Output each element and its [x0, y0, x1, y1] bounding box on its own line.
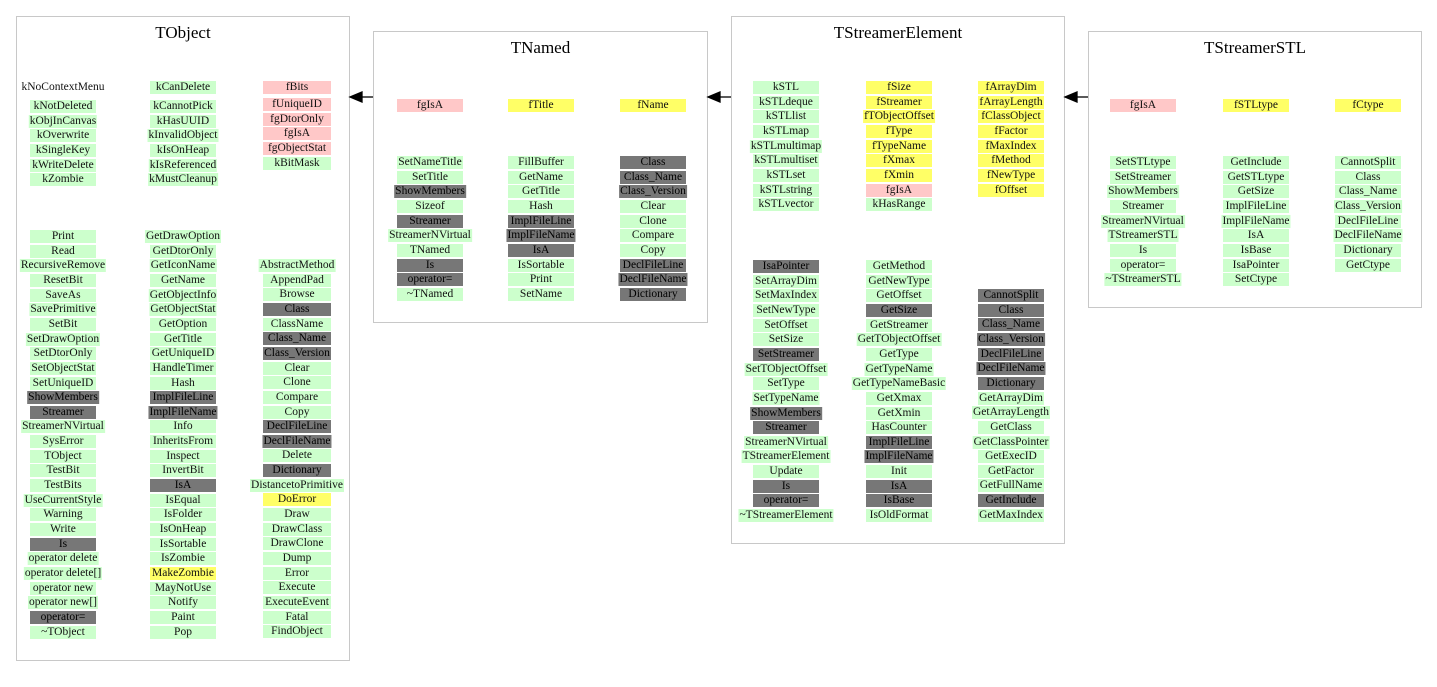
class-member: kBitMask — [263, 157, 331, 170]
class-member: CannotSplit — [978, 289, 1044, 302]
class-member: GetExecID — [978, 450, 1044, 463]
class-member: kHasUUID — [150, 115, 216, 128]
class-member: GetMethod — [866, 260, 932, 273]
class-member: fName — [620, 99, 686, 112]
class-member: kSTLmultiset — [754, 154, 818, 167]
class-member: fgDtorOnly — [263, 113, 331, 126]
class-member: TestBit — [30, 464, 96, 477]
class-member: ~TObject — [30, 626, 96, 639]
class-member: Clone — [263, 376, 331, 389]
arrow-head-tnamed — [708, 92, 720, 102]
class-member: SetUniqueID — [30, 377, 96, 390]
class-member: kObjInCanvas — [29, 114, 97, 127]
class-member: InheritsFrom — [150, 435, 216, 448]
class-member: IsaPointer — [1223, 259, 1289, 272]
class-member: Print — [508, 273, 574, 286]
class-member: GetSTLtype — [1223, 171, 1289, 184]
class-member: fgIsA — [866, 184, 932, 197]
class-member: ImplFileName — [149, 405, 217, 418]
class-member: StreamerNVirtual — [389, 229, 471, 242]
class-member: Hash — [508, 200, 574, 213]
class-member: GetArrayLength — [973, 406, 1049, 419]
class-member: MakeZombie — [150, 567, 216, 580]
class-member: GetSize — [866, 304, 932, 317]
class-member: DeclFileName — [619, 273, 687, 286]
class-member: kSTLdeque — [753, 96, 819, 109]
class-member: UseCurrentStyle — [24, 493, 102, 506]
class-member: Class_Name — [263, 332, 331, 345]
class-member: IsA — [866, 480, 932, 493]
class-member: SetSTLtype — [1110, 156, 1176, 169]
class-member: Dictionary — [978, 377, 1044, 390]
class-member: ExecuteEvent — [263, 596, 331, 609]
class-member: kNotDeleted — [30, 100, 96, 113]
class-member: Info — [150, 420, 216, 433]
class-member: StreamerNVirtual — [745, 435, 827, 448]
class-member: Dictionary — [1335, 244, 1401, 257]
class-member: SaveAs — [30, 289, 96, 302]
class-member: TObject — [30, 450, 96, 463]
class-member: GetTitle — [508, 185, 574, 198]
class-member: SetSize — [753, 333, 819, 346]
class-member: GetArrayDim — [979, 391, 1043, 404]
class-member: Streamer — [397, 215, 463, 228]
class-member: Class_Version — [264, 346, 330, 359]
class-member: kInvalidObject — [148, 129, 218, 142]
class-member: ShowMembers — [395, 185, 465, 198]
class-member: Read — [30, 245, 96, 258]
class-member: GetUniqueID — [151, 347, 215, 360]
class-member: SetCtype — [1223, 273, 1289, 286]
class-member: IsSortable — [508, 259, 574, 272]
class-member: fFactor — [978, 125, 1044, 138]
class-member: Is — [30, 538, 96, 551]
class-member: Dictionary — [263, 464, 331, 477]
class-member: StreamerNVirtual — [1102, 214, 1184, 227]
class-member: SetTObjectOffset — [745, 362, 827, 375]
class-member: GetTypeNameBasic — [852, 377, 946, 390]
class-member: Is — [753, 480, 819, 493]
class-member: TestBits — [30, 479, 96, 492]
class-member: GetTObjectOffset — [857, 333, 941, 346]
class-member: SetDtorOnly — [30, 347, 96, 360]
class-member: SetBit — [30, 318, 96, 331]
class-member: Streamer — [1110, 200, 1176, 213]
class-member: Pop — [150, 626, 216, 639]
class-member: Streamer — [753, 421, 819, 434]
class-member: kIsReferenced — [149, 158, 217, 171]
class-member: fMaxIndex — [978, 140, 1044, 153]
class-member: fCtype — [1335, 99, 1401, 112]
class-member: Paint — [150, 611, 216, 624]
class-member: fTObjectOffset — [864, 110, 934, 123]
class-member: fgObjectStat — [263, 142, 331, 155]
class-member: GetStreamer — [866, 319, 932, 332]
class-member: Copy — [620, 244, 686, 257]
class-member: ~TStreamerSTL — [1105, 273, 1181, 286]
class-box-tobject — [16, 16, 350, 661]
class-member: GetClassPointer — [973, 435, 1049, 448]
class-member: Print — [30, 230, 96, 243]
class-member: ShowMembers — [1108, 185, 1178, 198]
class-member: DeclFileLine — [978, 348, 1044, 361]
class-member: GetXmin — [866, 407, 932, 420]
class-member: Class — [263, 303, 331, 316]
class-member: kSTLlist — [753, 110, 819, 123]
class-member: TStreamerElement — [742, 450, 830, 463]
class-member: operator delete — [28, 552, 98, 565]
class-member: GetName — [508, 171, 574, 184]
class-member: Dictionary — [620, 288, 686, 301]
class-member: fgIsA — [1110, 99, 1176, 112]
class-member: fUniqueID — [263, 98, 331, 111]
class-member: Browse — [263, 288, 331, 301]
class-member: GetInclude — [1223, 156, 1289, 169]
class-member: ImplFileName — [1222, 214, 1290, 227]
class-member: fSTLtype — [1223, 99, 1289, 112]
class-member: DoError — [263, 493, 331, 506]
class-member: Init — [866, 465, 932, 478]
class-member: kSTLmultimap — [750, 139, 822, 152]
class-member: kSTLset — [753, 169, 819, 182]
class-member: GetSize — [1223, 185, 1289, 198]
class-member: SetOffset — [753, 319, 819, 332]
class-member: IsA — [150, 479, 216, 492]
class-member: kWriteDelete — [30, 159, 96, 172]
class-member: MayNotUse — [150, 582, 216, 595]
class-member: GetIconName — [150, 259, 216, 272]
class-member: GetTypeName — [865, 362, 933, 375]
class-member: Copy — [263, 406, 331, 419]
class-member: Class — [1335, 171, 1401, 184]
class-member: fBits — [263, 81, 331, 94]
class-member: DeclFileName — [263, 434, 331, 447]
class-member: Inspect — [150, 450, 216, 463]
class-member: fArrayDim — [978, 81, 1044, 94]
class-member: GetType — [866, 348, 932, 361]
class-box-tstreamerelement — [731, 16, 1065, 544]
class-member: GetOption — [150, 318, 216, 331]
class-member: SetNewType — [753, 304, 819, 317]
class-member: Sizeof — [397, 200, 463, 213]
class-member: InvertBit — [150, 464, 216, 477]
class-member: ImplFileName — [507, 229, 575, 242]
class-member: Update — [753, 465, 819, 478]
class-box-tstreamerstl — [1088, 31, 1422, 308]
class-member: operator delete[] — [24, 566, 102, 579]
class-member: IsA — [1223, 229, 1289, 242]
class-member: SetDrawOption — [26, 332, 100, 345]
class-member: fgIsA — [263, 127, 331, 140]
class-member: GetClass — [978, 421, 1044, 434]
class-member: Clear — [263, 362, 331, 375]
class-member: DrawClass — [263, 523, 331, 536]
class-member: ClassName — [263, 318, 331, 331]
class-member: Execute — [263, 581, 331, 594]
class-member: DeclFileLine — [263, 420, 331, 433]
arrow-head-tstreamerelement — [1065, 92, 1077, 102]
class-member: fSize — [866, 81, 932, 94]
class-member: ShowMembers — [28, 391, 98, 404]
class-member: DrawClone — [263, 537, 331, 550]
class-member: GetXmax — [866, 392, 932, 405]
class-member: Class — [620, 156, 686, 169]
class-member: kSTLmap — [753, 125, 819, 138]
class-member: ~TNamed — [397, 288, 463, 301]
class-member: SetObjectStat — [31, 361, 95, 374]
class-member: AbstractMethod — [259, 259, 335, 271]
class-member: Is — [1110, 244, 1176, 257]
class-member: fTitle — [508, 99, 574, 112]
class-member: IsaPointer — [753, 260, 819, 273]
class-member: SetNameTitle — [398, 156, 462, 168]
class-member: HasCounter — [866, 421, 932, 434]
class-member: Delete — [263, 449, 331, 462]
class-member: Class_Version — [1335, 199, 1401, 212]
class-member: operator new — [30, 582, 96, 595]
class-member: Fatal — [263, 611, 331, 624]
class-member: ImplFileLine — [508, 215, 574, 228]
class-member: Is — [397, 259, 463, 272]
class-member: Class_Version — [620, 185, 686, 198]
class-member: SetName — [508, 288, 574, 301]
class-member: Notify — [150, 596, 216, 609]
class-member: Compare — [263, 391, 331, 404]
class-member: ImplFileLine — [150, 391, 216, 404]
class-member: IsEqual — [150, 494, 216, 507]
class-member: DeclFileLine — [620, 259, 686, 272]
class-member: Warning — [30, 508, 96, 521]
arrow-head-tobject — [350, 92, 362, 102]
class-member: DeclFileLine — [1335, 215, 1401, 228]
class-member: kCannotPick — [150, 100, 216, 113]
class-member: ImplFileLine — [1223, 200, 1289, 213]
class-member: Class_Name — [978, 318, 1044, 331]
class-title: TNamed — [510, 38, 571, 57]
class-member: SetTitle — [397, 171, 463, 184]
class-member: fXmax — [866, 154, 932, 167]
class-member: StreamerNVirtual — [22, 420, 104, 433]
class-member: Hash — [150, 377, 216, 390]
class-member: TNamed — [397, 244, 463, 257]
class-member: Draw — [263, 508, 331, 521]
class-member: ResetBit — [30, 274, 96, 287]
class-member: Class_Version — [978, 332, 1044, 345]
class-member: fXmin — [866, 169, 932, 182]
class-member: Class_Name — [620, 171, 686, 184]
class-member: fTypeName — [866, 140, 932, 153]
class-member: GetTitle — [150, 333, 216, 346]
class-member: Clear — [620, 200, 686, 213]
class-member: fClassObject — [978, 110, 1044, 123]
class-member: GetObjectStat — [150, 303, 216, 316]
class-member: RecursiveRemove — [20, 259, 106, 272]
class-member: DeclFileName — [1334, 229, 1402, 242]
class-member: SetStreamer — [1110, 171, 1176, 184]
class-member: kZombie — [30, 173, 96, 186]
class-member: kHasRange — [866, 198, 932, 211]
class-member: fArrayLength — [979, 95, 1043, 108]
class-member: operator new[] — [28, 596, 98, 609]
class-member: Error — [263, 567, 331, 580]
class-box-tnamed — [373, 31, 708, 323]
class-member: DeclFileName — [977, 362, 1045, 375]
class-member: SetArrayDim — [753, 275, 819, 288]
class-member: operator= — [1110, 259, 1176, 272]
class-member: ImplFileLine — [866, 436, 932, 449]
class-member: fgIsA — [397, 99, 463, 112]
class-member: GetDtorOnly — [150, 245, 216, 258]
class-title: TObject — [155, 23, 211, 42]
class-member: IsBase — [1223, 244, 1289, 257]
class-member: IsOnHeap — [150, 523, 216, 536]
class-member: GetName — [150, 274, 216, 287]
class-member: IsSortable — [150, 538, 216, 551]
class-member: operator= — [397, 273, 463, 286]
class-member: kSingleKey — [30, 144, 96, 157]
class-member: GetFactor — [978, 465, 1044, 478]
class-member: DistancetoPrimitive — [251, 478, 343, 491]
class-member: fMethod — [978, 154, 1044, 167]
class-member: kSTLstring — [753, 184, 819, 197]
class-member: AppendPad — [263, 274, 331, 287]
class-member: fOffset — [978, 184, 1044, 197]
class-member: operator= — [753, 494, 819, 507]
class-member: fStreamer — [866, 96, 932, 109]
class-member: kNoContextMenu — [21, 81, 105, 93]
class-member: Streamer — [30, 406, 96, 419]
class-member: operator= — [30, 611, 96, 624]
class-member: SysError — [30, 435, 96, 448]
class-member: IsBase — [866, 494, 932, 507]
class-member: GetInclude — [978, 494, 1044, 507]
class-member: IsOldFormat — [866, 509, 932, 522]
class-member: GetFullName — [979, 479, 1043, 492]
class-member: kCanDelete — [150, 81, 216, 94]
class-member: FillBuffer — [508, 156, 574, 169]
class-member: GetDrawOption — [145, 230, 221, 242]
class-member: GetMaxIndex — [979, 508, 1043, 521]
class-member: GetCtype — [1335, 259, 1401, 272]
class-member: Class_Name — [1335, 185, 1401, 198]
class-member: HandleTimer — [150, 362, 216, 375]
class-member: ShowMembers — [751, 406, 821, 419]
class-member: FindObject — [263, 625, 331, 638]
class-member: SavePrimitive — [30, 303, 96, 316]
class-member: GetOffset — [866, 289, 932, 302]
class-member: fNewType — [978, 169, 1044, 182]
class-member: Dump — [263, 552, 331, 565]
class-member: kIsOnHeap — [150, 144, 216, 157]
class-member: SetType — [753, 377, 819, 390]
class-member: Clone — [620, 215, 686, 228]
class-member: Class — [978, 304, 1044, 317]
class-member: fType — [866, 125, 932, 138]
class-member: TStreamerSTL — [1108, 229, 1178, 242]
class-member: kSTLvector — [753, 198, 819, 211]
class-member: kSTL — [753, 81, 819, 94]
class-member: ~TStreamerElement — [739, 509, 833, 522]
class-member: Compare — [620, 229, 686, 242]
class-member: IsA — [508, 244, 574, 257]
class-member: SetMaxIndex — [753, 289, 819, 302]
class-title: TStreamerSTL — [1204, 38, 1306, 57]
class-member: kMustCleanup — [149, 173, 217, 186]
class-member: GetNewType — [866, 275, 932, 288]
class-member: GetObjectInfo — [149, 288, 217, 301]
class-member: SetStreamer — [753, 348, 819, 361]
class-member: Write — [30, 523, 96, 536]
class-member: IsZombie — [150, 552, 216, 565]
class-title: TStreamerElement — [833, 23, 963, 42]
class-member: ImplFileName — [865, 450, 933, 463]
class-member: SetTypeName — [753, 391, 819, 404]
class-member: CannotSplit — [1335, 156, 1401, 169]
class-member: kOverwrite — [30, 129, 96, 142]
class-member: IsFolder — [150, 508, 216, 521]
